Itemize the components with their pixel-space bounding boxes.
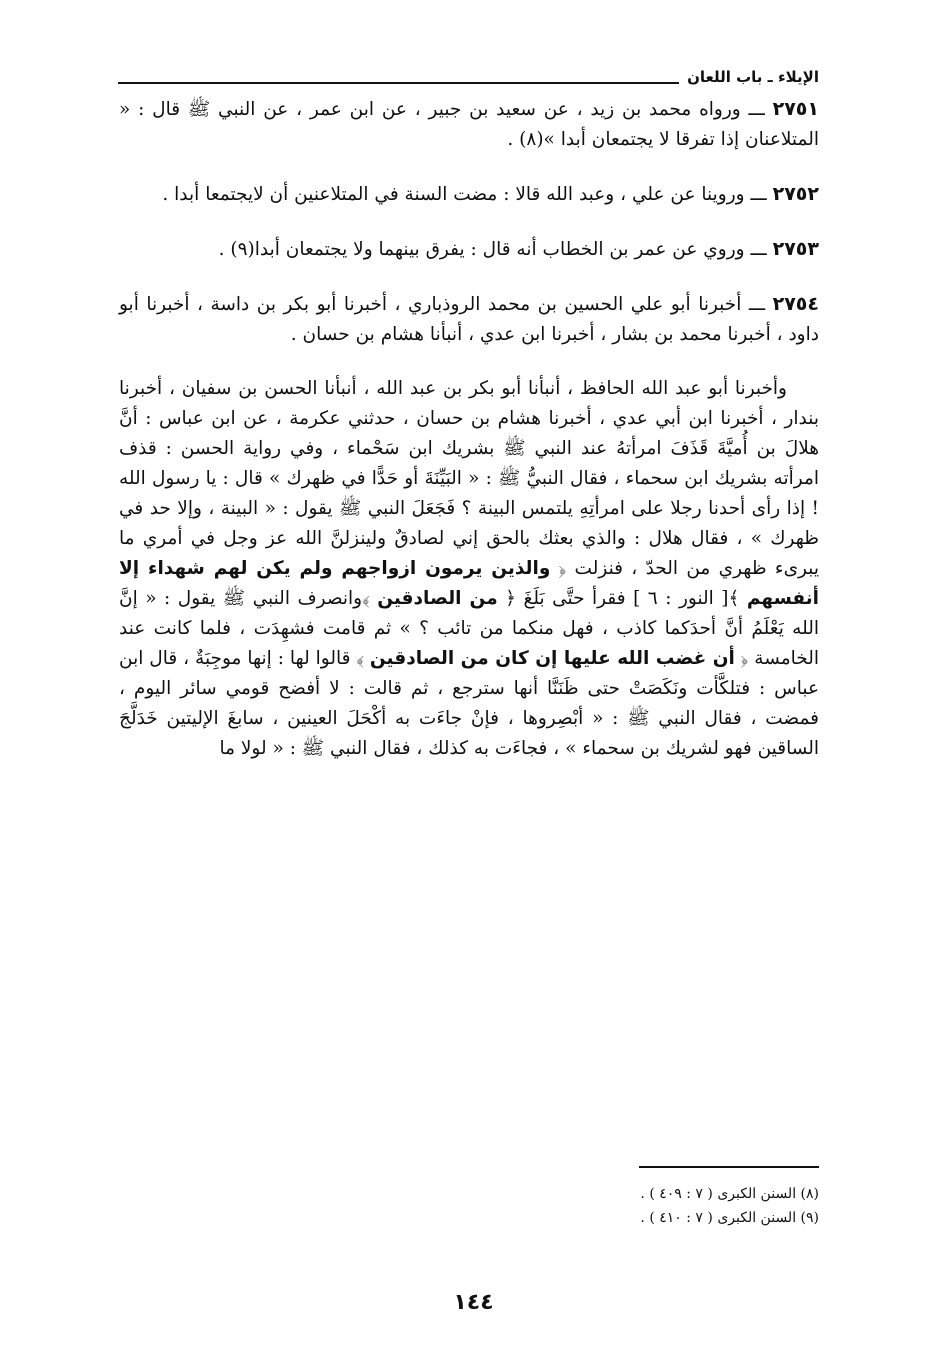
header-title: الإيلاء ـ باب اللعان <box>687 68 819 86</box>
narrative-part: وأخبرنا أبو عبد الله الحافظ ، أنبأنا أبو بكر بن عبد الله ، أنبأنا الحسن بن سفيان ، أخبرنا بندار ، أخبرنا ابن أبي عدي ، أخبرنا هشام بن حسان ، حدثني عكرمة ، عن ابن عباس : أنَّ هلالَ بن أُميَّةَ قَذَفَ امرأتهُ عند النبي ﷺ بشريك ابن سَحْماء ، وفي رواية الحسن : قذف امرأته بشريك ابن سحماء ، فقال النبيُّ ﷺ : « البَيِّنَةَ أو حَدًّا في ظهرك » قال : يا رسول الله ! إذا رأى أحدنا رجلا على امرأتِهِ يلتمس البينة ؟ فَجَعَلَ النبي ﷺ يقول : « البينة ، وإلا حد في ظهرك » ، فقال هلال : والذي بعثك بالحق إني لصادقٌ ولينزلنَّ الله عز وجل في أمري ما يبرىء ظهري من الحدّ ، فنزلت ﴿ <box>119 378 819 579</box>
hadith-number: ٢٧٥٢ <box>772 183 819 205</box>
hadith-dash: ـــ <box>744 239 773 260</box>
hadith-2751 <box>119 94 819 155</box>
narrative-part: ﴾ قالوا لها : إنها موجِبَةٌ ، قال ابن عباس : فتلكَّأت ونَكَصَتْ حتى ظَنَنَّا أنها سترجع ، ثم قالت : لا أفضح قومي سائر اليوم ، فمضت ، فقال النبي ﷺ : « أبْصِروها ، فإنْ جاءَت به أكْحَلَ العينين ، سابغَ الإليتين خَدَلَّجَ الساقين فهو لشريك بن سحماء » ، فجاءَت به كذلك ، فقال النبي ﷺ : « لولا ما <box>119 648 819 759</box>
narrative-paragraph <box>119 374 819 764</box>
hadith-text: أخبرنا أبو علي الحسين بن محمد الروذباري ، أخبرنا أبو بكر بن داسة ، أخبرنا أبو داود ، أخبرنا محمد بن بشار ، أخبرنا ابن عدي ، أنبأنا هشام بن حسان . <box>119 294 819 345</box>
running-header <box>118 62 819 88</box>
hadith-text: وروي عن عمر بن الخطاب أنه قال : يفرق بينهما ولا يجتمعان أبدا(٩) . <box>218 239 745 260</box>
page-number: ١٤٤ <box>453 1290 494 1315</box>
hadith-dash: ـــ <box>741 294 773 315</box>
quran-quote: والذين يرمون ازواجهم ولم يكن لهم شهداء إلا أنفسهم <box>119 558 820 609</box>
footnote-9: (٩) السنن الكبرى ( ٧ : ٤١٠ ) . <box>640 1210 819 1226</box>
hadith-2754 <box>119 289 819 350</box>
hadith-2753 <box>119 234 819 265</box>
narrative-part: ﴾[ النور : ٦ ] فقرأ حتَّى بَلَغَ ﴿ <box>497 588 747 609</box>
quran-quote: من الصادقين <box>377 588 498 609</box>
narrative-part: ﴾وانصرف النبي ﷺ يقول : « إنَّ الله يَعْلَمُ أنَّ أحدَكما كاذب ، فهل منكما من تائب ؟ » ثم قامت فشهِدَت ، فلما كانت عند الخامسة ﴿ <box>119 588 819 669</box>
hadith-number: ٢٧٥٤ <box>772 293 819 315</box>
hadith-text: ورواه محمد بن زيد ، عن سعيد بن جبير ، عن ابن عمر ، عن النبي ﷺ قال : « المتلاعنان إذا تفرقا لا يجتمعان أبدا »(٨) . <box>119 99 819 150</box>
hadith-dash: ـــ <box>740 99 773 120</box>
quran-quote: أن غضب الله عليها إن كان من الصادقين <box>369 648 735 669</box>
hadith-number: ٢٧٥١ <box>772 98 819 120</box>
footnote-8: (٨) السنن الكبرى ( ٧ : ٤٠٩ ) . <box>640 1186 819 1202</box>
hadith-2752 <box>119 179 819 210</box>
main-text <box>119 94 819 783</box>
header-rule <box>118 82 679 84</box>
hadith-dash: ـــ <box>744 184 773 205</box>
hadith-number: ٢٧٥٣ <box>772 238 819 260</box>
hadith-text: وروينا عن علي ، وعبد الله قالا : مضت السنة في المتلاعنين أن لايجتمعا أبدا . <box>162 184 745 205</box>
footnote-rule <box>639 1166 819 1168</box>
footnotes <box>119 1166 819 1230</box>
